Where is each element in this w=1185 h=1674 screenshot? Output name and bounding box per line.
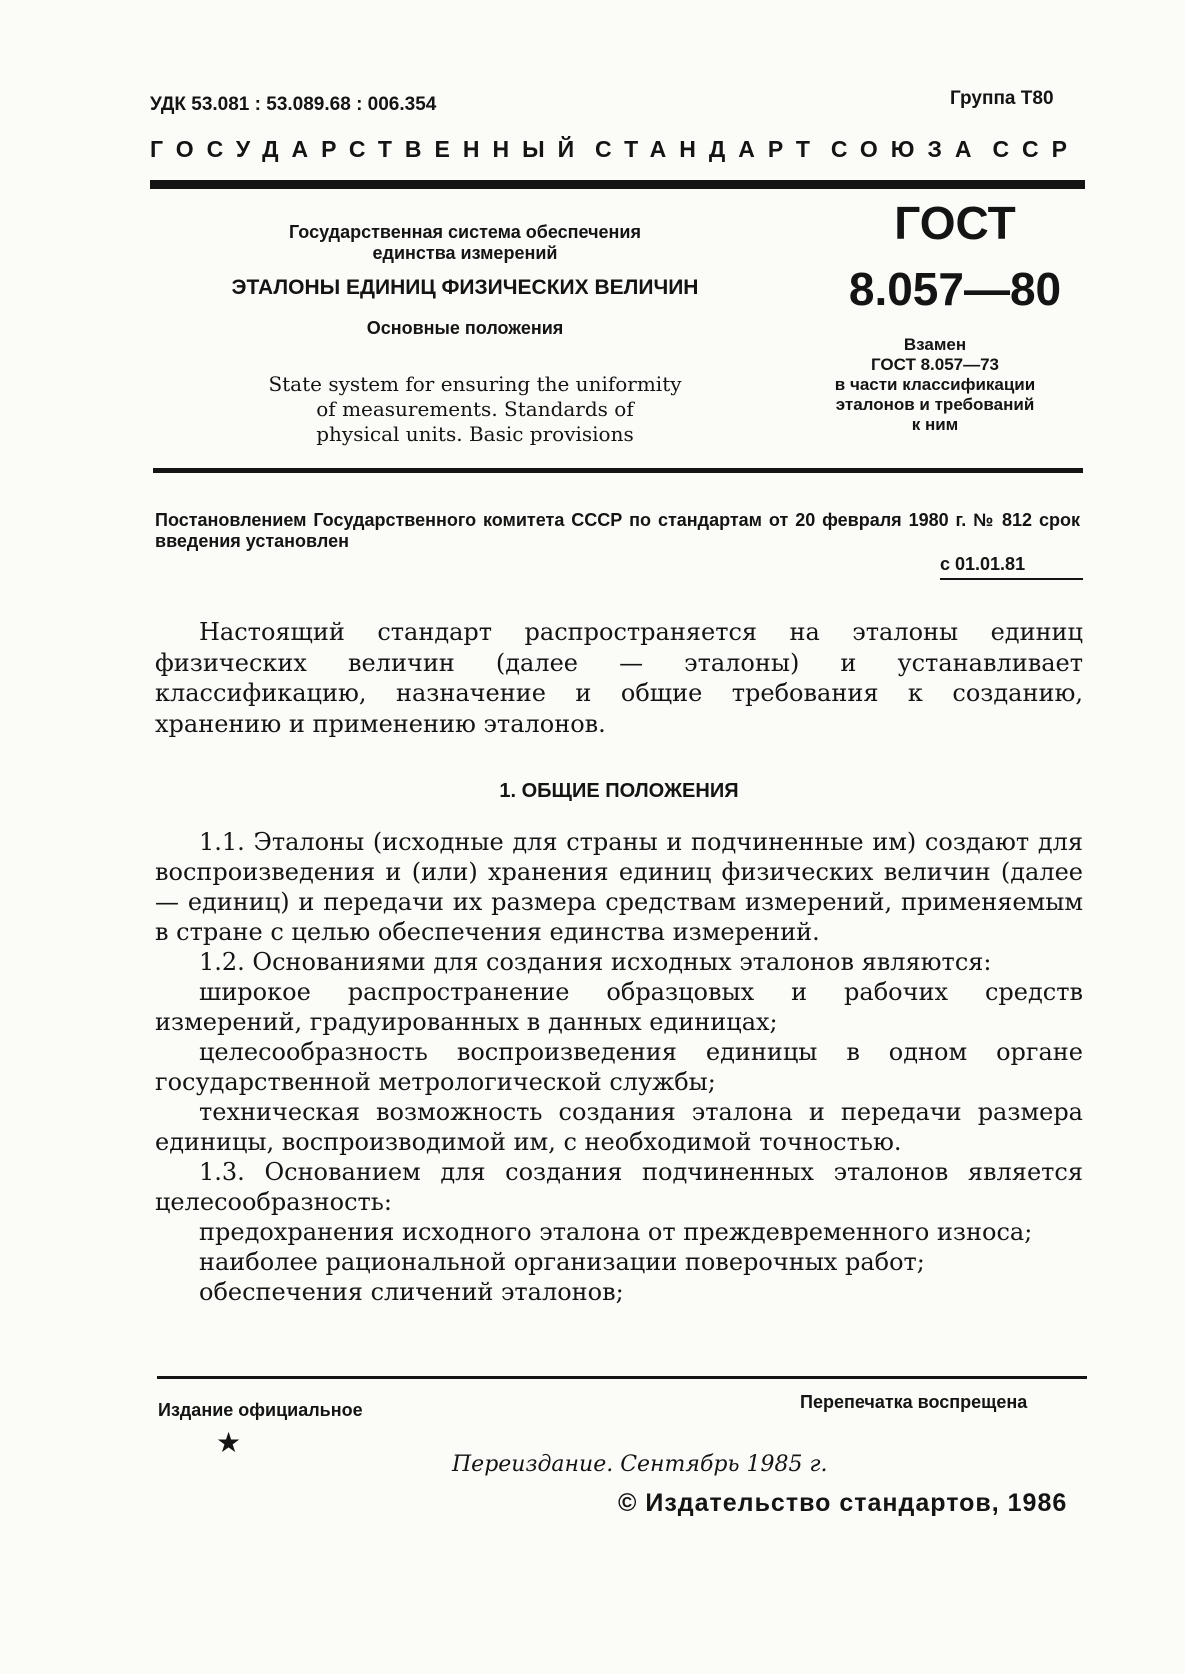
- replaces-note: [785, 335, 1085, 435]
- intro-text: Настоящий стандарт распространяется на эталоны единиц физических величин (далее — эталоны) и устанавливает классификацию, назначение и общие требования к созданию, хранению и применению эталонов.: [155, 618, 1083, 738]
- clause-1-3-item: наиболее рациональной организации поверочных работ;: [199, 1248, 925, 1276]
- section-body: [155, 827, 1083, 1307]
- clause-1-3: 1.3. Основанием для создания подчиненных эталонов является целесообразность:: [155, 1158, 1083, 1216]
- replaces-line-3: в части классификации: [834, 375, 1036, 394]
- replaces-line-2: ГОСТ 8.057—73: [870, 355, 1000, 374]
- group-code: Группа Т80: [950, 88, 1054, 109]
- clause-1-3-item: предохранения исходного эталона от преждевременного износа;: [199, 1218, 1033, 1246]
- footer-divider: [157, 1376, 1087, 1379]
- header-divider: [150, 180, 1085, 189]
- standard-heading-word-2: СТАНДАРТ: [595, 136, 823, 162]
- english-title-line-3: physical units. Basic provisions: [316, 422, 634, 446]
- copyright: © Издательство стандартов, 1986: [618, 1489, 1068, 1517]
- english-title-line-1: State system for ensuring the uniformity: [268, 372, 682, 396]
- udk-code: УДК 53.081 : 53.089.68 : 006.354: [150, 94, 437, 115]
- clause-1-2-item: широкое распространение образцовых и рабочих средств измерений, градуированных в данных единицах;: [155, 978, 1083, 1036]
- effective-date: с 01.01.81: [940, 554, 1026, 574]
- standard-heading: [150, 136, 1080, 163]
- system-title: [240, 222, 690, 264]
- date-underline: [940, 578, 1083, 580]
- reedition-note: Переиздание. Сентябрь 1985 г.: [452, 1452, 828, 1477]
- gost-number: 8.057—80: [848, 263, 1062, 315]
- standard-heading-word-1: ГОСУДАРСТВЕННЫЙ: [150, 136, 588, 162]
- clause-1-2-item: техническая возможность создания эталона и передачи размера единицы, воспроизводимой им, с необходимой точностью.: [155, 1098, 1083, 1156]
- decree-text: Постановлением Государственного комитета СССР по стандартам от 20 февраля 1980 г. № 812 срок введения установлен: [155, 510, 1080, 551]
- reprint-notice: Перепечатка воспрещена: [800, 1392, 1028, 1412]
- clause-1-1: 1.1. Эталоны (исходные для страны и подчиненные им) создают для воспроизведения и (или) хранения единиц физических величин (далее — единиц) и передачи их размера средствам измерений, применяемым в стране с целью обеспечения единства измерений.: [155, 828, 1083, 946]
- clause-1-2-item: целесообразность воспроизведения единицы в одном органе государственной метрологической службы;: [155, 1038, 1083, 1096]
- section-heading: 1. ОБЩИЕ ПОЛОЖЕНИЯ: [499, 780, 739, 802]
- main-title: ЭТАЛОНЫ ЕДИНИЦ ФИЗИЧЕСКИХ ВЕЛИЧИН: [231, 276, 699, 299]
- replaces-line-4: эталонов и требований: [835, 395, 1035, 414]
- system-title-line-1: Государственная система обеспечения: [289, 222, 641, 242]
- standard-heading-word-3: СОЮЗА: [830, 136, 985, 162]
- clause-1-2: 1.2. Основаниями для создания исходных эталонов являются:: [199, 948, 992, 976]
- gost-label: ГОСТ: [894, 197, 1016, 249]
- official-edition: Издание официальное: [158, 1400, 363, 1420]
- standard-heading-word-4: ССР: [992, 136, 1080, 162]
- english-title: [235, 372, 715, 447]
- english-title-line-2: of measurements. Standards of: [316, 397, 634, 421]
- intro-paragraph: [155, 617, 1083, 739]
- replaces-line-5: к ним: [911, 415, 959, 434]
- system-title-line-2: единства измерений: [372, 243, 558, 263]
- star-icon: ★: [216, 1426, 242, 1459]
- replaces-line-1: Взамен: [903, 335, 967, 354]
- title-divider: [153, 468, 1083, 473]
- subtitle: Основные положения: [366, 318, 564, 338]
- clause-1-3-item: обеспечения сличений эталонов;: [199, 1278, 624, 1306]
